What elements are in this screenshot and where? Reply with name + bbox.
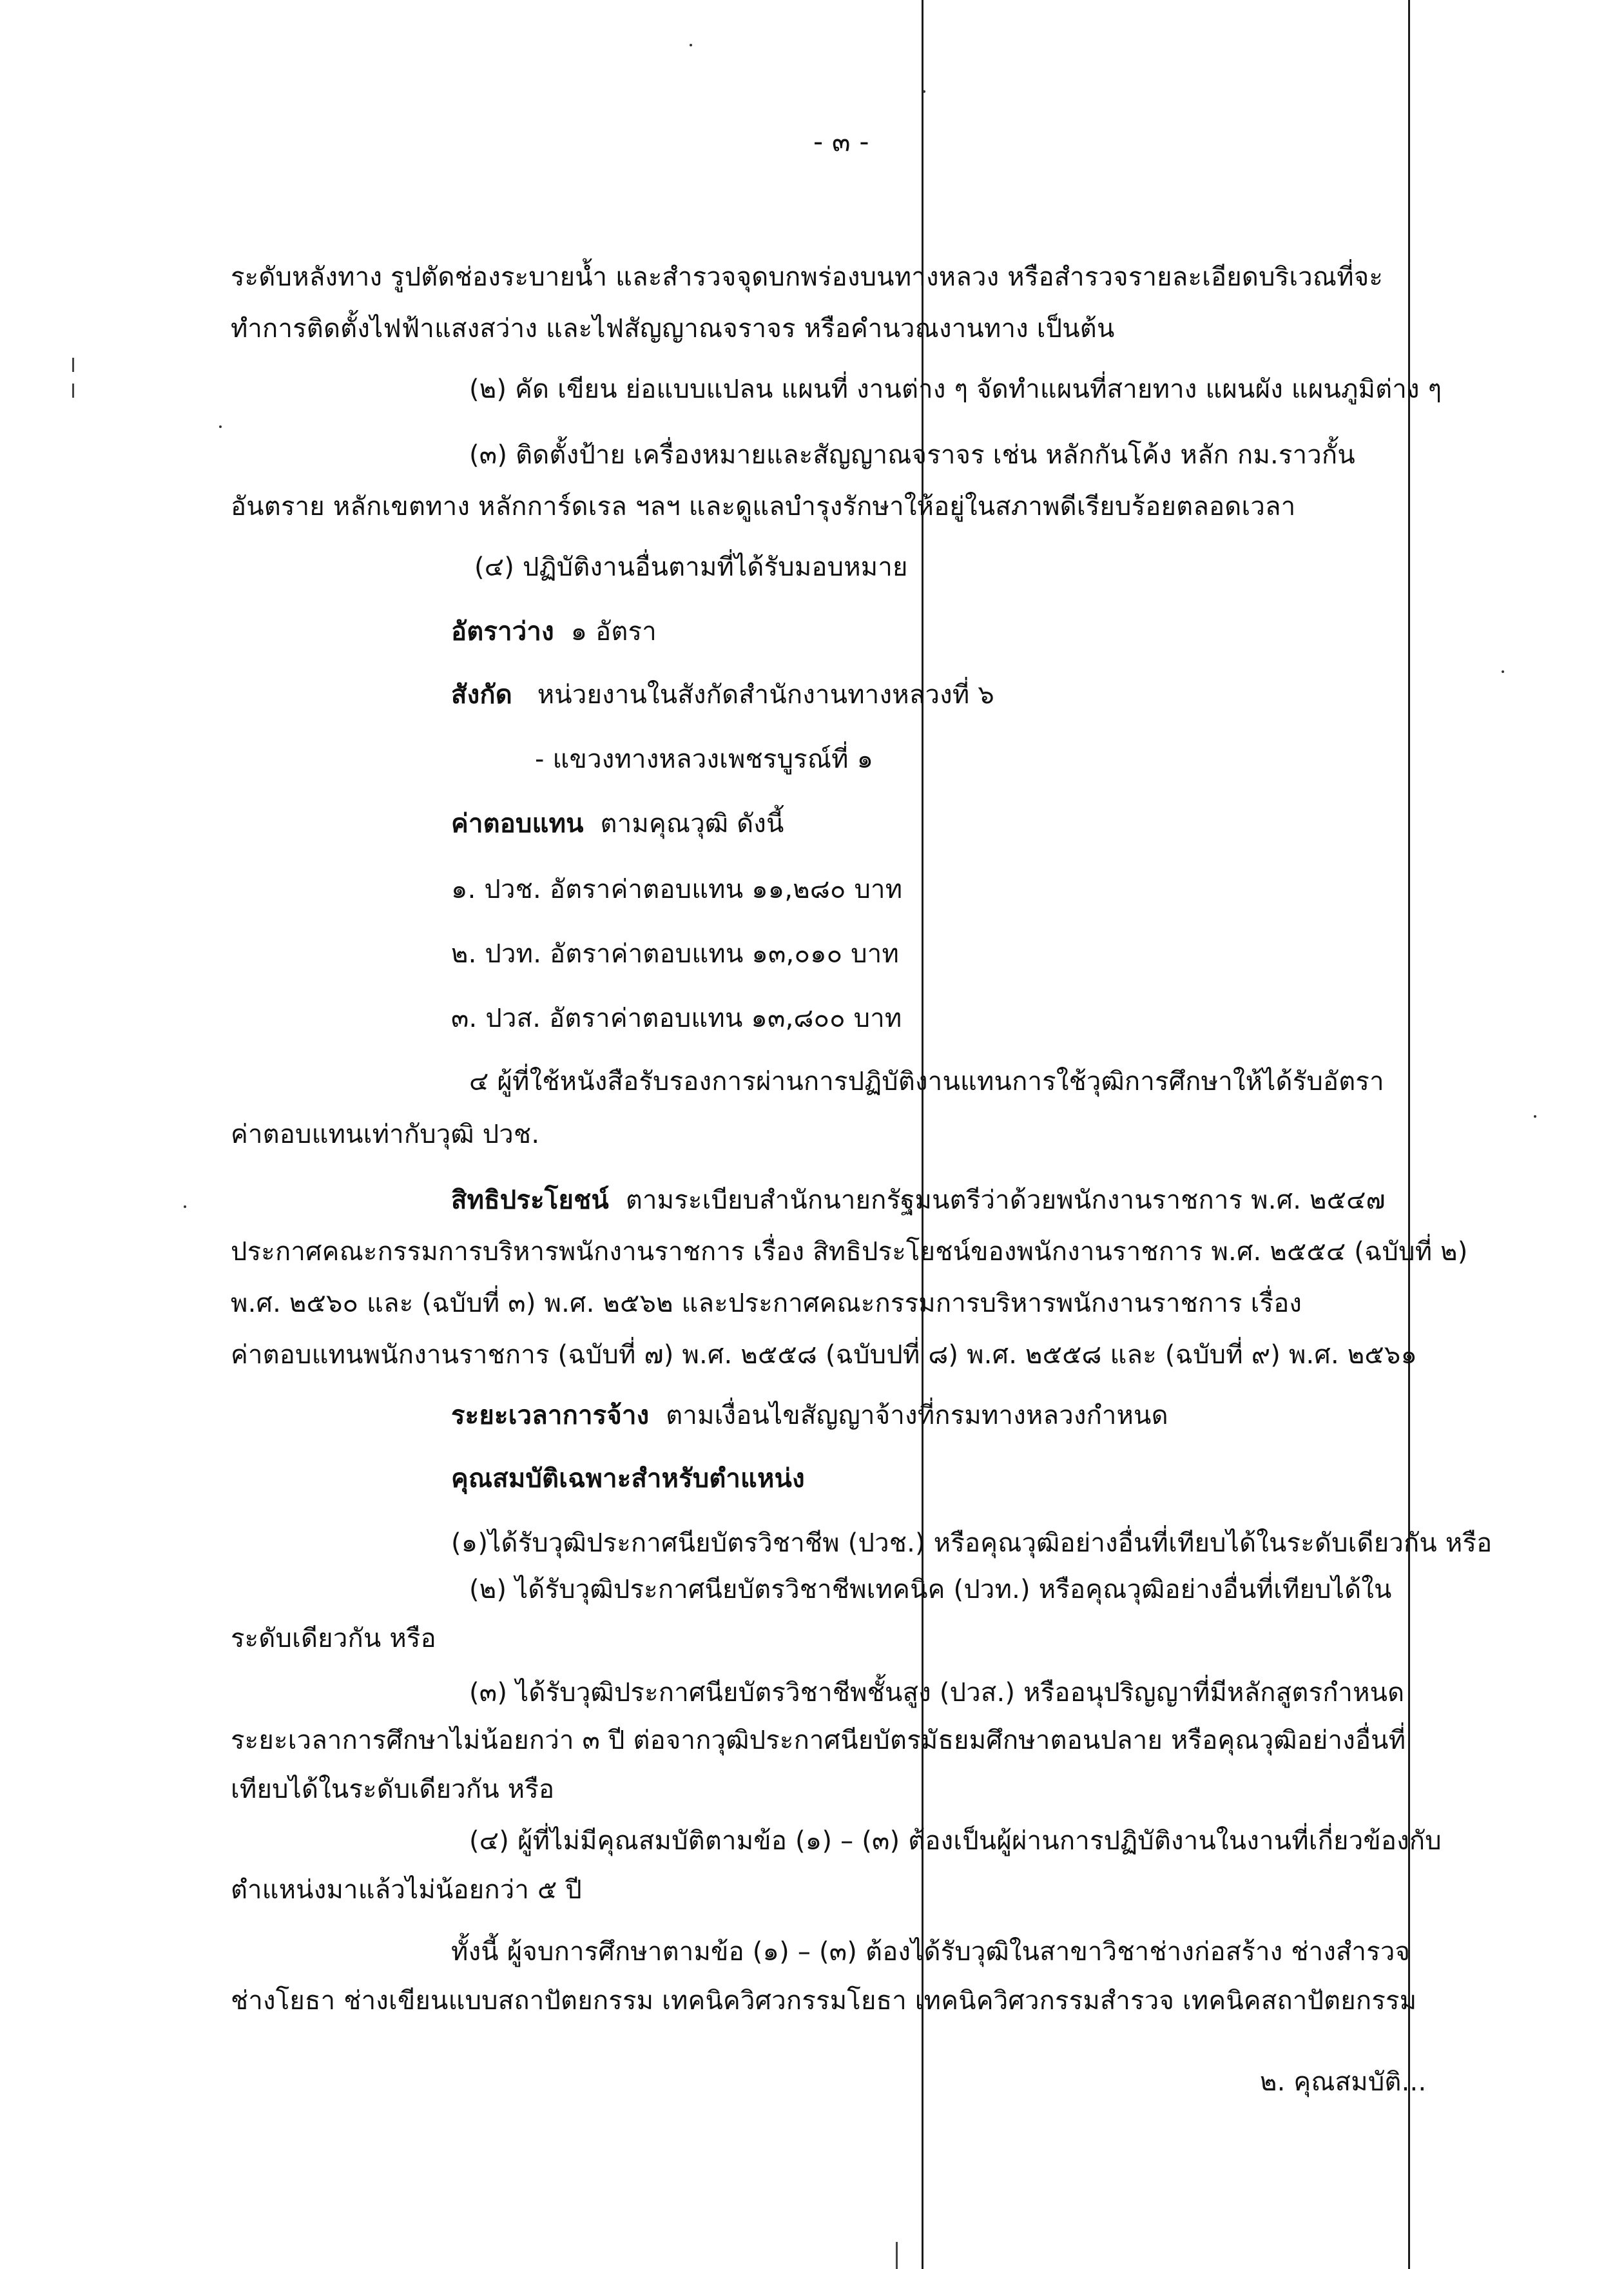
vacancy-label: อัตราว่าง: [451, 617, 554, 647]
benefits-line-1-text: ตามระเบียบสำนักนายกรัฐมนตรีว่าด้วยพนักงานราชการ พ.ศ. ๒๕๔๗: [625, 1185, 1386, 1215]
scan-speck: [690, 44, 692, 46]
qualification-3-line-1: (๓) ได้รับวุฒิประกาศนียบัตรวิชาชีพชั้นสูง (ปวส.) หรืออนุปริญญาที่มีหลักสูตรกำหนด: [469, 1678, 1405, 1708]
compensation-label: ค่าตอบแทน: [451, 809, 584, 839]
duty-item-2: (๒) คัด เขียน ย่อแบบแปลน แผนที่ งานต่าง ๆ จัดทำแผนที่สายทาง แผนผัง แผนภูมิต่าง ๆ: [469, 375, 1442, 404]
scan-tick: [72, 358, 74, 372]
compensation-value: ตามคุณวุฒิ ดังนี้: [600, 809, 784, 839]
employment-period-value: ตามเงื่อนไขสัญญาจ้างที่กรมทางหลวงกำหนด: [666, 1401, 1168, 1430]
scan-tick: [72, 384, 74, 398]
qualification-3-line-3: เทียบได้ในระดับเดียวกัน หรือ: [231, 1775, 555, 1804]
employment-period-label: ระยะเวลาการจ้าง: [451, 1401, 650, 1430]
benefits-line-1: [451, 1181, 1386, 1220]
scan-speck: [1502, 670, 1504, 673]
duty-item-3-line-2: อันตราย หลักเขตทาง หลักการ์ดเรล ฯลฯ และดูแลบำรุงรักษาให้อยู่ในสภาพดีเรียบร้อยตลอดเวลา: [231, 492, 1296, 521]
affiliation-sub: - แขวงทางหลวงเพชรบูรณ์ที่ ๑: [535, 745, 874, 774]
affiliation-row: [451, 676, 994, 714]
qualification-1: (๑)ได้รับวุฒิประกาศนียบัตรวิชาชีพ (ปวช.) หรือคุณวุฒิอย่างอื่นที่เทียบได้ในระดับเดียวกัน หรือ: [451, 1528, 1493, 1558]
scan-tick: [896, 2242, 898, 2269]
duty-item-4: (๔) ปฏิบัติงานอื่นตามที่ได้รับมอบหมาย: [474, 552, 908, 582]
scan-line-right: [1408, 0, 1410, 2269]
vacancy-value: ๑ อัตรา: [570, 617, 657, 647]
compensation-item-1: ๑. ปวช. อัตราค่าตอบแทน ๑๑,๒๘๐ บาท: [451, 875, 903, 904]
employment-period-row: [451, 1396, 1168, 1435]
benefits-line-3: พ.ศ. ๒๕๖๐ และ (ฉบับที่ ๓) พ.ศ. ๒๕๖๒ และประกาศคณะกรรมการบริหารพนักงานราชการ เรื่อง: [231, 1289, 1302, 1318]
compensation-item-3: ๓. ปวส. อัตราค่าตอบแทน ๑๓,๘๐๐ บาท: [451, 1004, 902, 1033]
qualification-2-line-2: ระดับเดียวกัน หรือ: [231, 1624, 436, 1653]
affiliation-value: หน่วยงานในสังกัดสำนักงานทางหลวงที่ ๖: [537, 680, 994, 710]
scan-speck: [1534, 1115, 1536, 1118]
continuation-marker: ๒. คุณสมบัติ...: [1260, 2067, 1427, 2097]
duty-item-3-line-1: (๓) ติดตั้งป้าย เครื่องหมายและสัญญาณจราจร เช่น หลักกันโค้ง หลัก กม.ราวกั้น: [469, 440, 1355, 470]
qualification-3-line-2: ระยะเวลาการศึกษาไม่น้อยกว่า ๓ ปี ต่อจากวุฒิประกาศนียบัตรมัธยมศึกษาตอนปลาย หรือคุณวุฒิอย่างอื่นที่: [231, 1726, 1406, 1755]
qualification-note-line-2: ช่างโยธา ช่างเขียนแบบสถาปัตยกรรม เทคนิควิศวกรรมโยธา เทคนิควิศวกรรมสำรวจ เทคนิคสถาปัตยกรรม: [231, 1986, 1417, 2016]
vacancy-row: [451, 612, 657, 651]
qualifications-heading: คุณสมบัติเฉพาะสำหรับตำแหน่ง: [451, 1464, 805, 1494]
compensation-item-4-line-2: ค่าตอบแทนเท่ากับวุฒิ ปวช.: [231, 1120, 540, 1149]
qualification-note-line-1: ทั้งนี้ ผู้จบการศึกษาตามข้อ (๑) – (๓) ต้องได้รับวุฒิในสาขาวิชาช่างก่อสร้าง ช่างสำรวจ: [451, 1937, 1411, 1967]
scan-speck: [219, 425, 222, 428]
benefits-label: สิทธิประโยชน์: [451, 1185, 609, 1215]
intro-line-1: ระดับหลังทาง รูปตัดช่องระบายน้ำ และสำรวจจุดบกพร่องบนทางหลวง หรือสำรวจรายละเอียดบริเวณที่จะ: [231, 262, 1384, 292]
benefits-line-4: ค่าตอบแทนพนักงานราชการ (ฉบับที่ ๗) พ.ศ. ๒๕๕๘ (ฉบับปที่ ๘) พ.ศ. ๒๕๕๘ และ (ฉบับที่ ๙) พ.ศ. ๒๕๖๑: [231, 1340, 1418, 1370]
qualification-2-line-1: (๒) ได้รับวุฒิประกาศนียบัตรวิชาชีพเทคนิค (ปวท.) หรือคุณวุฒิอย่างอื่นที่เทียบได้ใน: [469, 1575, 1392, 1604]
qualification-4-line-1: (๔) ผู้ที่ไม่มีคุณสมบัติตามข้อ (๑) – (๓) ต้องเป็นผู้ผ่านการปฏิบัติงานในงานที่เกี่ยวข้องกับ: [469, 1826, 1442, 1856]
qualification-4-line-2: ตำแหน่งมาแล้วไม่น้อยกว่า ๕ ปี: [231, 1875, 582, 1905]
compensation-item-4-line-1: ๔ ผู้ที่ใช้หนังสือรับรองการผ่านการปฏิบัติงานแทนการใช้วุฒิการศึกษาให้ได้รับอัตรา: [469, 1067, 1384, 1096]
intro-line-2: ทำการติดตั้งไฟฟ้าแสงสว่าง และไฟสัญญาณจราจร หรือคำนวณงานทาง เป็นต้น: [231, 314, 1115, 344]
benefits-line-2: ประกาศคณะกรรมการบริหารพนักงานราชการ เรื่อง สิทธิประโยชน์ของพนักงานราชการ พ.ศ. ๒๕๕๔ (ฉบับที่ ๒): [231, 1237, 1468, 1267]
compensation-item-2: ๒. ปวท. อัตราค่าตอบแทน ๑๓,๐๑๐ บาท: [451, 939, 900, 969]
scan-speck: [184, 1205, 186, 1208]
page-number: - ๓ -: [813, 126, 869, 157]
compensation-row: [451, 804, 784, 843]
affiliation-label: สังกัด: [451, 680, 512, 710]
scan-speck: [923, 90, 925, 93]
